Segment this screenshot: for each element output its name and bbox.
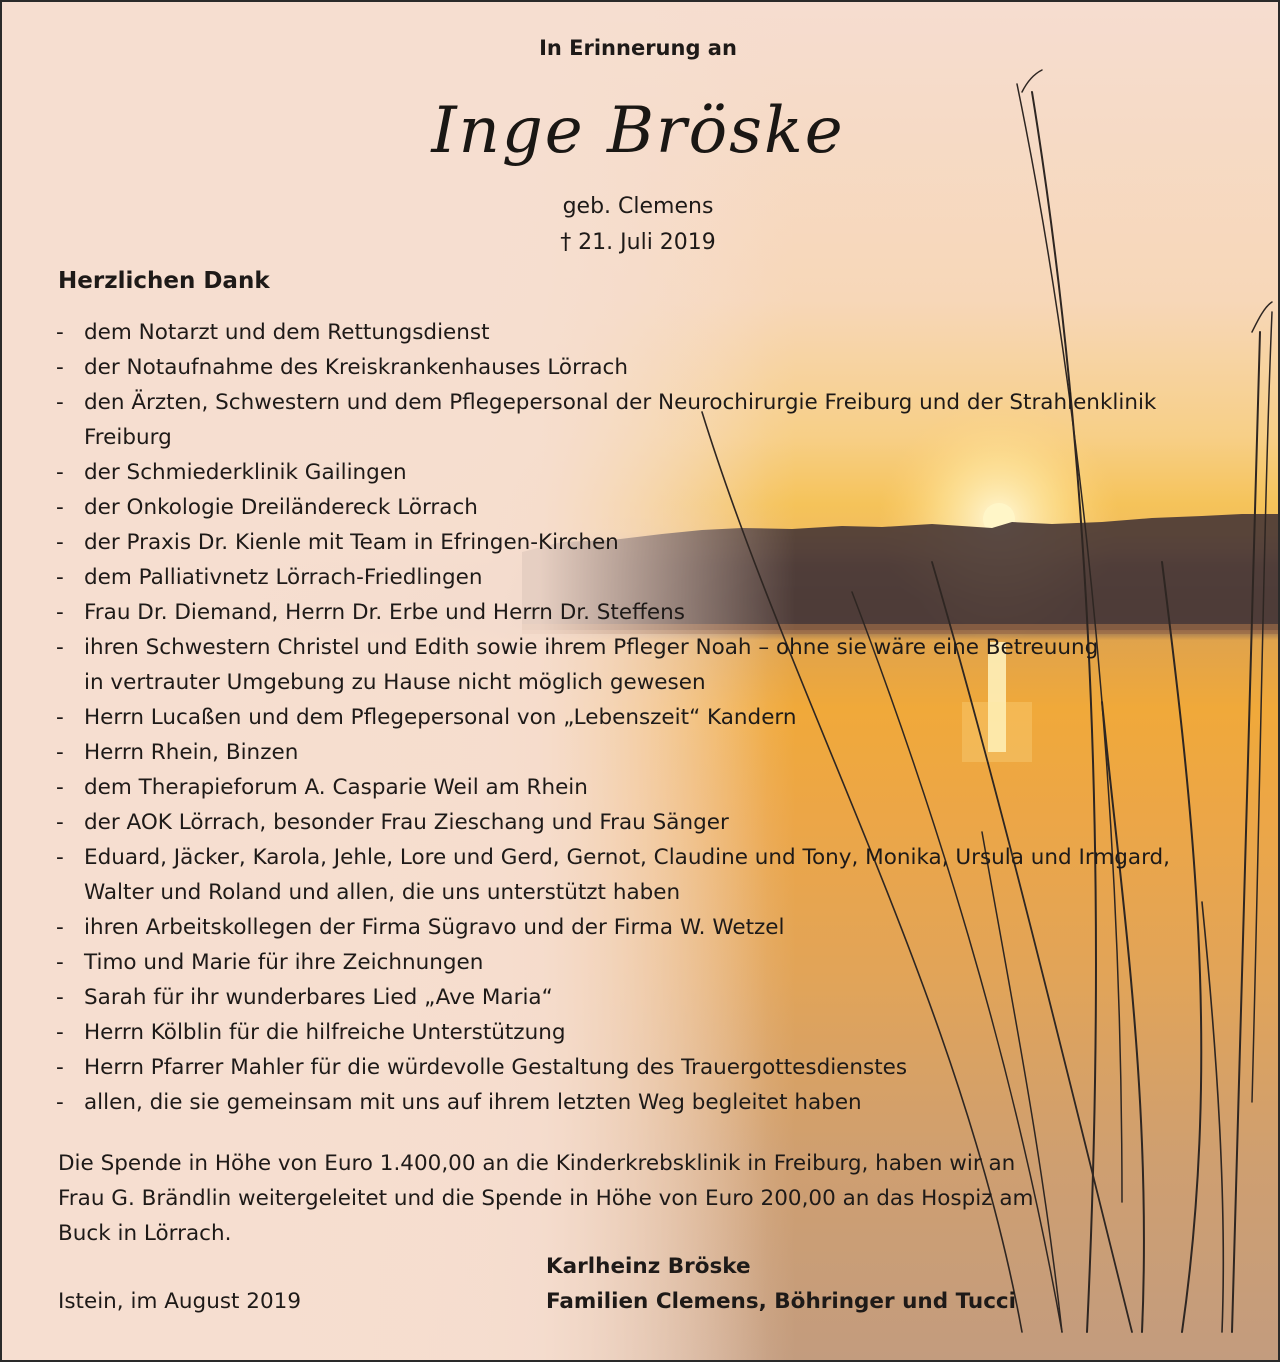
thanks-item (54, 455, 1174, 490)
dash-bullet: - (56, 915, 64, 940)
thanks-item (54, 1050, 1174, 1085)
dash-bullet: - (56, 495, 64, 520)
thanks-item (54, 315, 1174, 350)
thanks-item (54, 945, 1174, 980)
thanks-item (54, 910, 1174, 945)
thanks-item (54, 1085, 1174, 1120)
dash-bullet: - (56, 775, 64, 800)
dash-bullet: - (56, 740, 64, 765)
thanks-item-text: den Ärzten, Schwestern und dem Pflegepersonal der Neurochirurgie Freiburg und der Strahlenklinik Freiburg (84, 390, 1157, 450)
thanks-item-text: Sarah für ihr wunderbares Lied „Ave Maria“ (84, 985, 553, 1010)
thanks-item (54, 805, 1174, 840)
dash-bullet: - (56, 985, 64, 1010)
dash-bullet: - (56, 600, 64, 625)
deceased-name: Inge Bröske (431, 94, 845, 168)
thanks-item-text: Herrn Kölblin für die hilfreiche Unterstützung (84, 1020, 566, 1045)
thanks-item (54, 350, 1174, 385)
thanks-item-text: allen, die sie gemeinsam mit uns auf ihrem letzten Weg begleitet haben (84, 1090, 862, 1115)
dash-bullet: - (56, 355, 64, 380)
thanks-item-text: der Praxis Dr. Kienle mit Team in Efringen-Kirchen (84, 530, 619, 555)
dash-bullet: - (56, 705, 64, 730)
dash-bullet: - (56, 565, 64, 590)
signer-primary: Karlheinz Bröske (546, 1254, 751, 1279)
signer-families: Familien Clemens, Böhringer und Tucci (546, 1289, 1017, 1314)
dash-bullet: - (56, 845, 64, 870)
thanks-item (54, 490, 1174, 525)
thanks-item-text: ihren Schwestern Christel und Edith sowie ihrem Pfleger Noah – ohne sie wäre eine Betreuung in vertrauter Umgebung zu Hause nicht möglich gewesen (84, 635, 1099, 695)
thanks-item-text: ihren Arbeitskollegen der Firma Sügravo und der Firma W. Wetzel (84, 915, 785, 940)
death-date: † 21. Juli 2019 (560, 230, 716, 255)
dash-bullet: - (56, 1020, 64, 1045)
dash-bullet: - (56, 1090, 64, 1115)
thanks-item-text: der Schmiederklinik Gailingen (84, 460, 407, 485)
notice-text (2, 2, 1280, 1362)
thanks-item-text: Herrn Lucaßen und dem Pflegepersonal von „Lebenszeit“ Kandern (84, 705, 797, 730)
donation-paragraph: Die Spende in Höhe von Euro 1.400,00 an die Kinderkrebsklinik in Freiburg, haben wir an Frau G. Brändlin weitergeleitet und die Spende in Höhe von Euro 200,00 an das Hospiz am Buck in Lörrach. (58, 1151, 1034, 1246)
thanks-item-text: Timo und Marie für ihre Zeichnungen (84, 950, 484, 975)
dash-bullet: - (56, 635, 64, 660)
thanks-item (54, 980, 1174, 1015)
thanks-item-text: Herrn Rhein, Binzen (84, 740, 299, 765)
thanks-heading: Herzlichen Dank (58, 268, 270, 294)
thanks-item (54, 385, 1174, 455)
dash-bullet: - (56, 1055, 64, 1080)
dash-bullet: - (56, 460, 64, 485)
thanks-item (54, 700, 1174, 735)
thanks-item-text: der Onkologie Dreiländereck Lörrach (84, 495, 478, 520)
thanks-item-text: Herrn Pfarrer Mahler für die würdevolle Gestaltung des Trauergottesdienstes (84, 1055, 908, 1080)
thanks-item (54, 525, 1174, 560)
birth-name: geb. Clemens (562, 194, 714, 219)
thanks-item-text: Eduard, Jäcker, Karola, Jehle, Lore und Gerd, Gernot, Claudine und Tony, Monika, Ursula und Irmgard, Walter und Roland und allen, die uns unterstützt haben (84, 845, 1171, 905)
dash-bullet: - (56, 320, 64, 345)
thanks-item (54, 560, 1174, 595)
thanks-item-text: Frau Dr. Diemand, Herrn Dr. Erbe und Herrn Dr. Steffens (84, 600, 685, 625)
thanks-item (54, 735, 1174, 770)
dash-bullet: - (56, 390, 64, 415)
thanks-item-text: der AOK Lörrach, besonder Frau Zieschang und Frau Sänger (84, 810, 729, 835)
thanks-item (54, 595, 1174, 630)
intro-line: In Erinnerung an (539, 36, 737, 60)
place-and-date: Istein, im August 2019 (58, 1289, 302, 1314)
dash-bullet: - (56, 530, 64, 555)
thanks-item-text: dem Notarzt und dem Rettungsdienst (84, 320, 490, 345)
dash-bullet: - (56, 810, 64, 835)
dash-bullet: - (56, 950, 64, 975)
thanks-item-text: dem Therapieforum A. Casparie Weil am Rhein (84, 775, 588, 800)
thanks-item-text: der Notaufnahme des Kreiskrankenhauses Lörrach (84, 355, 628, 380)
thanks-item (54, 840, 1174, 910)
thanks-list (54, 315, 1174, 1120)
thanks-item (54, 770, 1174, 805)
thanks-item (54, 630, 1114, 700)
thanks-item (54, 1015, 1174, 1050)
thanks-item-text: dem Palliativnetz Lörrach-Friedlingen (84, 565, 483, 590)
